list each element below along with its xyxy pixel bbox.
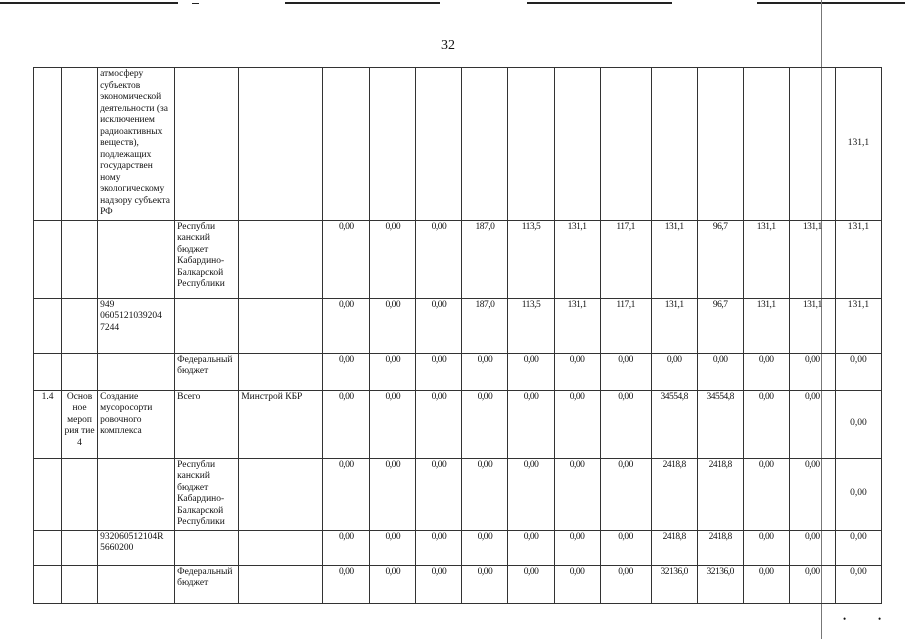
cell-value: 0,00 <box>743 458 789 530</box>
cell-last: 131,1 <box>835 298 881 353</box>
cell-value: 0,00 <box>600 390 651 458</box>
cell-last: 0,00 <box>835 530 881 565</box>
cell-value: 0,00 <box>416 298 462 353</box>
cell-value: 0,00 <box>416 353 462 390</box>
top-rule-left <box>0 2 178 4</box>
cell-value: 0,00 <box>743 353 789 390</box>
cell-value: 0,00 <box>462 390 508 458</box>
cell-value: 32136,0 <box>651 565 697 603</box>
cell-value: 0,00 <box>789 565 835 603</box>
budget-table <box>33 67 882 604</box>
cell-value: 0,00 <box>651 353 697 390</box>
cell-value: 0,00 <box>323 390 370 458</box>
cell-value: 0,00 <box>462 530 508 565</box>
cell-value: 96,7 <box>697 220 743 298</box>
cell-c3: 949 0605121039204 7244 <box>98 298 175 353</box>
cell-value: 131,1 <box>743 298 789 353</box>
cell-value: 34554,8 <box>697 390 743 458</box>
cell-value: 0,00 <box>323 220 370 298</box>
cell-c4: Республи канский бюджет Кабардино-Балкарской Республики <box>175 220 239 298</box>
cell-value: 0,00 <box>600 353 651 390</box>
cell-c1 <box>34 68 62 221</box>
cell-c2 <box>62 565 98 603</box>
cell-value: 0,00 <box>370 220 416 298</box>
cell-value <box>743 68 789 221</box>
cell-c1 <box>34 298 62 353</box>
cell-c3: Создание мусоросорти ровочного комплекса <box>98 390 175 458</box>
cell-c2 <box>62 530 98 565</box>
cell-value <box>554 68 600 221</box>
cell-value: 0,00 <box>554 390 600 458</box>
cell-c4: Федеральный бюджет <box>175 565 239 603</box>
cell-value <box>600 68 651 221</box>
cell-c3: 932060512104R 5660200 <box>98 530 175 565</box>
cell-value: 0,00 <box>508 458 554 530</box>
cell-value: 0,00 <box>323 530 370 565</box>
cell-last: 0,00 <box>835 458 881 530</box>
cell-value: 0,00 <box>789 353 835 390</box>
cell-value: 131,1 <box>651 298 697 353</box>
cell-last: 0,00 <box>835 353 881 390</box>
cell-c2 <box>62 68 98 221</box>
cell-c4: Всего <box>175 390 239 458</box>
cell-c1 <box>34 565 62 603</box>
corner-mark-2: • <box>878 614 882 624</box>
cell-c3 <box>98 565 175 603</box>
cell-c5 <box>239 353 323 390</box>
cell-value: 0,00 <box>323 565 370 603</box>
cell-value: 0,00 <box>508 390 554 458</box>
cell-c3 <box>98 458 175 530</box>
cell-c1 <box>34 530 62 565</box>
cell-c1 <box>34 353 62 390</box>
cell-c5 <box>239 68 323 221</box>
cell-value: 0,00 <box>462 353 508 390</box>
cell-value: 0,00 <box>743 565 789 603</box>
cell-value: 2418,8 <box>697 458 743 530</box>
cell-value: 0,00 <box>600 565 651 603</box>
cell-value: 0,00 <box>789 390 835 458</box>
cell-value <box>697 68 743 221</box>
cell-c2 <box>62 298 98 353</box>
table-row <box>34 298 882 353</box>
cell-value: 0,00 <box>416 458 462 530</box>
cell-value: 0,00 <box>600 530 651 565</box>
cell-value: 0,00 <box>416 390 462 458</box>
cell-last: 131,1 <box>835 68 881 221</box>
top-rule-right <box>527 2 672 4</box>
cell-value: 131,1 <box>789 298 835 353</box>
cell-value: 0,00 <box>323 353 370 390</box>
cell-c5 <box>239 530 323 565</box>
top-rule-dash <box>192 3 199 4</box>
cell-value: 113,5 <box>508 298 554 353</box>
cell-value: 113,5 <box>508 220 554 298</box>
cell-last: 131,1 <box>835 220 881 298</box>
cell-value: 2418,8 <box>651 458 697 530</box>
cell-value: 131,1 <box>554 298 600 353</box>
cell-c5 <box>239 298 323 353</box>
cell-value <box>789 68 835 221</box>
cell-value: 0,00 <box>697 353 743 390</box>
cell-value <box>370 68 416 221</box>
page-number: 32 <box>441 38 455 53</box>
cell-value: 32136,0 <box>697 565 743 603</box>
table-row <box>34 390 882 458</box>
cell-value: 131,1 <box>789 220 835 298</box>
cell-c2 <box>62 220 98 298</box>
cell-c5 <box>239 565 323 603</box>
cell-value: 0,00 <box>370 390 416 458</box>
table-row <box>34 353 882 390</box>
cell-c3 <box>98 220 175 298</box>
cell-value: 0,00 <box>554 565 600 603</box>
table-row <box>34 565 882 603</box>
cell-c1: 1.4 <box>34 390 62 458</box>
cell-value: 96,7 <box>697 298 743 353</box>
cell-value: 0,00 <box>508 353 554 390</box>
cell-value: 0,00 <box>789 458 835 530</box>
cell-value: 0,00 <box>508 530 554 565</box>
cell-value: 131,1 <box>743 220 789 298</box>
cell-value: 0,00 <box>323 298 370 353</box>
table-row <box>34 68 882 221</box>
top-rule-far-right <box>757 2 905 4</box>
cell-value: 34554,8 <box>651 390 697 458</box>
cell-value: 0,00 <box>370 298 416 353</box>
cell-c5 <box>239 220 323 298</box>
cell-c4 <box>175 68 239 221</box>
cell-value: 0,00 <box>554 353 600 390</box>
cell-c5 <box>239 458 323 530</box>
cell-value: 0,00 <box>370 458 416 530</box>
cell-c1 <box>34 220 62 298</box>
table-row <box>34 530 882 565</box>
cell-value: 0,00 <box>416 220 462 298</box>
cell-value: 2418,8 <box>697 530 743 565</box>
cell-value: 0,00 <box>370 530 416 565</box>
top-rule-middle <box>285 2 440 4</box>
cell-value: 0,00 <box>600 458 651 530</box>
cell-c3: атмосферу субъектов экономической деятельности (за исключением радиоактивных веществ), подлежащих государствен ному экологическому надзору субъекта РФ <box>98 68 175 221</box>
cell-value: 0,00 <box>554 458 600 530</box>
cell-value <box>508 68 554 221</box>
cell-value <box>416 68 462 221</box>
table-row <box>34 458 882 530</box>
cell-value: 0,00 <box>462 458 508 530</box>
cell-c2: Основ ное мероп рия тие 4 <box>62 390 98 458</box>
cell-c2 <box>62 353 98 390</box>
table-row <box>34 220 882 298</box>
cell-value: 131,1 <box>651 220 697 298</box>
cell-value: 2418,8 <box>651 530 697 565</box>
cell-value: 131,1 <box>554 220 600 298</box>
cell-c4: Республи канский бюджет Кабардино-Балкарской Республики <box>175 458 239 530</box>
cell-value: 0,00 <box>789 530 835 565</box>
cell-value: 0,00 <box>462 565 508 603</box>
cell-c1 <box>34 458 62 530</box>
cell-value: 0,00 <box>416 565 462 603</box>
cell-value: 0,00 <box>743 390 789 458</box>
cell-value: 187,0 <box>462 220 508 298</box>
cell-value <box>651 68 697 221</box>
cell-value <box>323 68 370 221</box>
cell-last: 0,00 <box>835 565 881 603</box>
cell-c4: Федеральный бюджет <box>175 353 239 390</box>
cell-c5: Минстрой КБР <box>239 390 323 458</box>
cell-value: 0,00 <box>508 565 554 603</box>
cell-value: 0,00 <box>554 530 600 565</box>
cell-c2 <box>62 458 98 530</box>
cell-value: 0,00 <box>416 530 462 565</box>
cell-value: 187,0 <box>462 298 508 353</box>
cell-value <box>462 68 508 221</box>
cell-c3 <box>98 353 175 390</box>
cell-value: 117,1 <box>600 298 651 353</box>
cell-value: 0,00 <box>370 565 416 603</box>
cell-c4 <box>175 530 239 565</box>
cell-last: 0,00 <box>835 390 881 458</box>
cell-c4 <box>175 298 239 353</box>
cell-value: 117,1 <box>600 220 651 298</box>
cell-value: 0,00 <box>370 353 416 390</box>
corner-mark-1: • <box>843 614 847 624</box>
cell-value: 0,00 <box>743 530 789 565</box>
cell-value: 0,00 <box>323 458 370 530</box>
